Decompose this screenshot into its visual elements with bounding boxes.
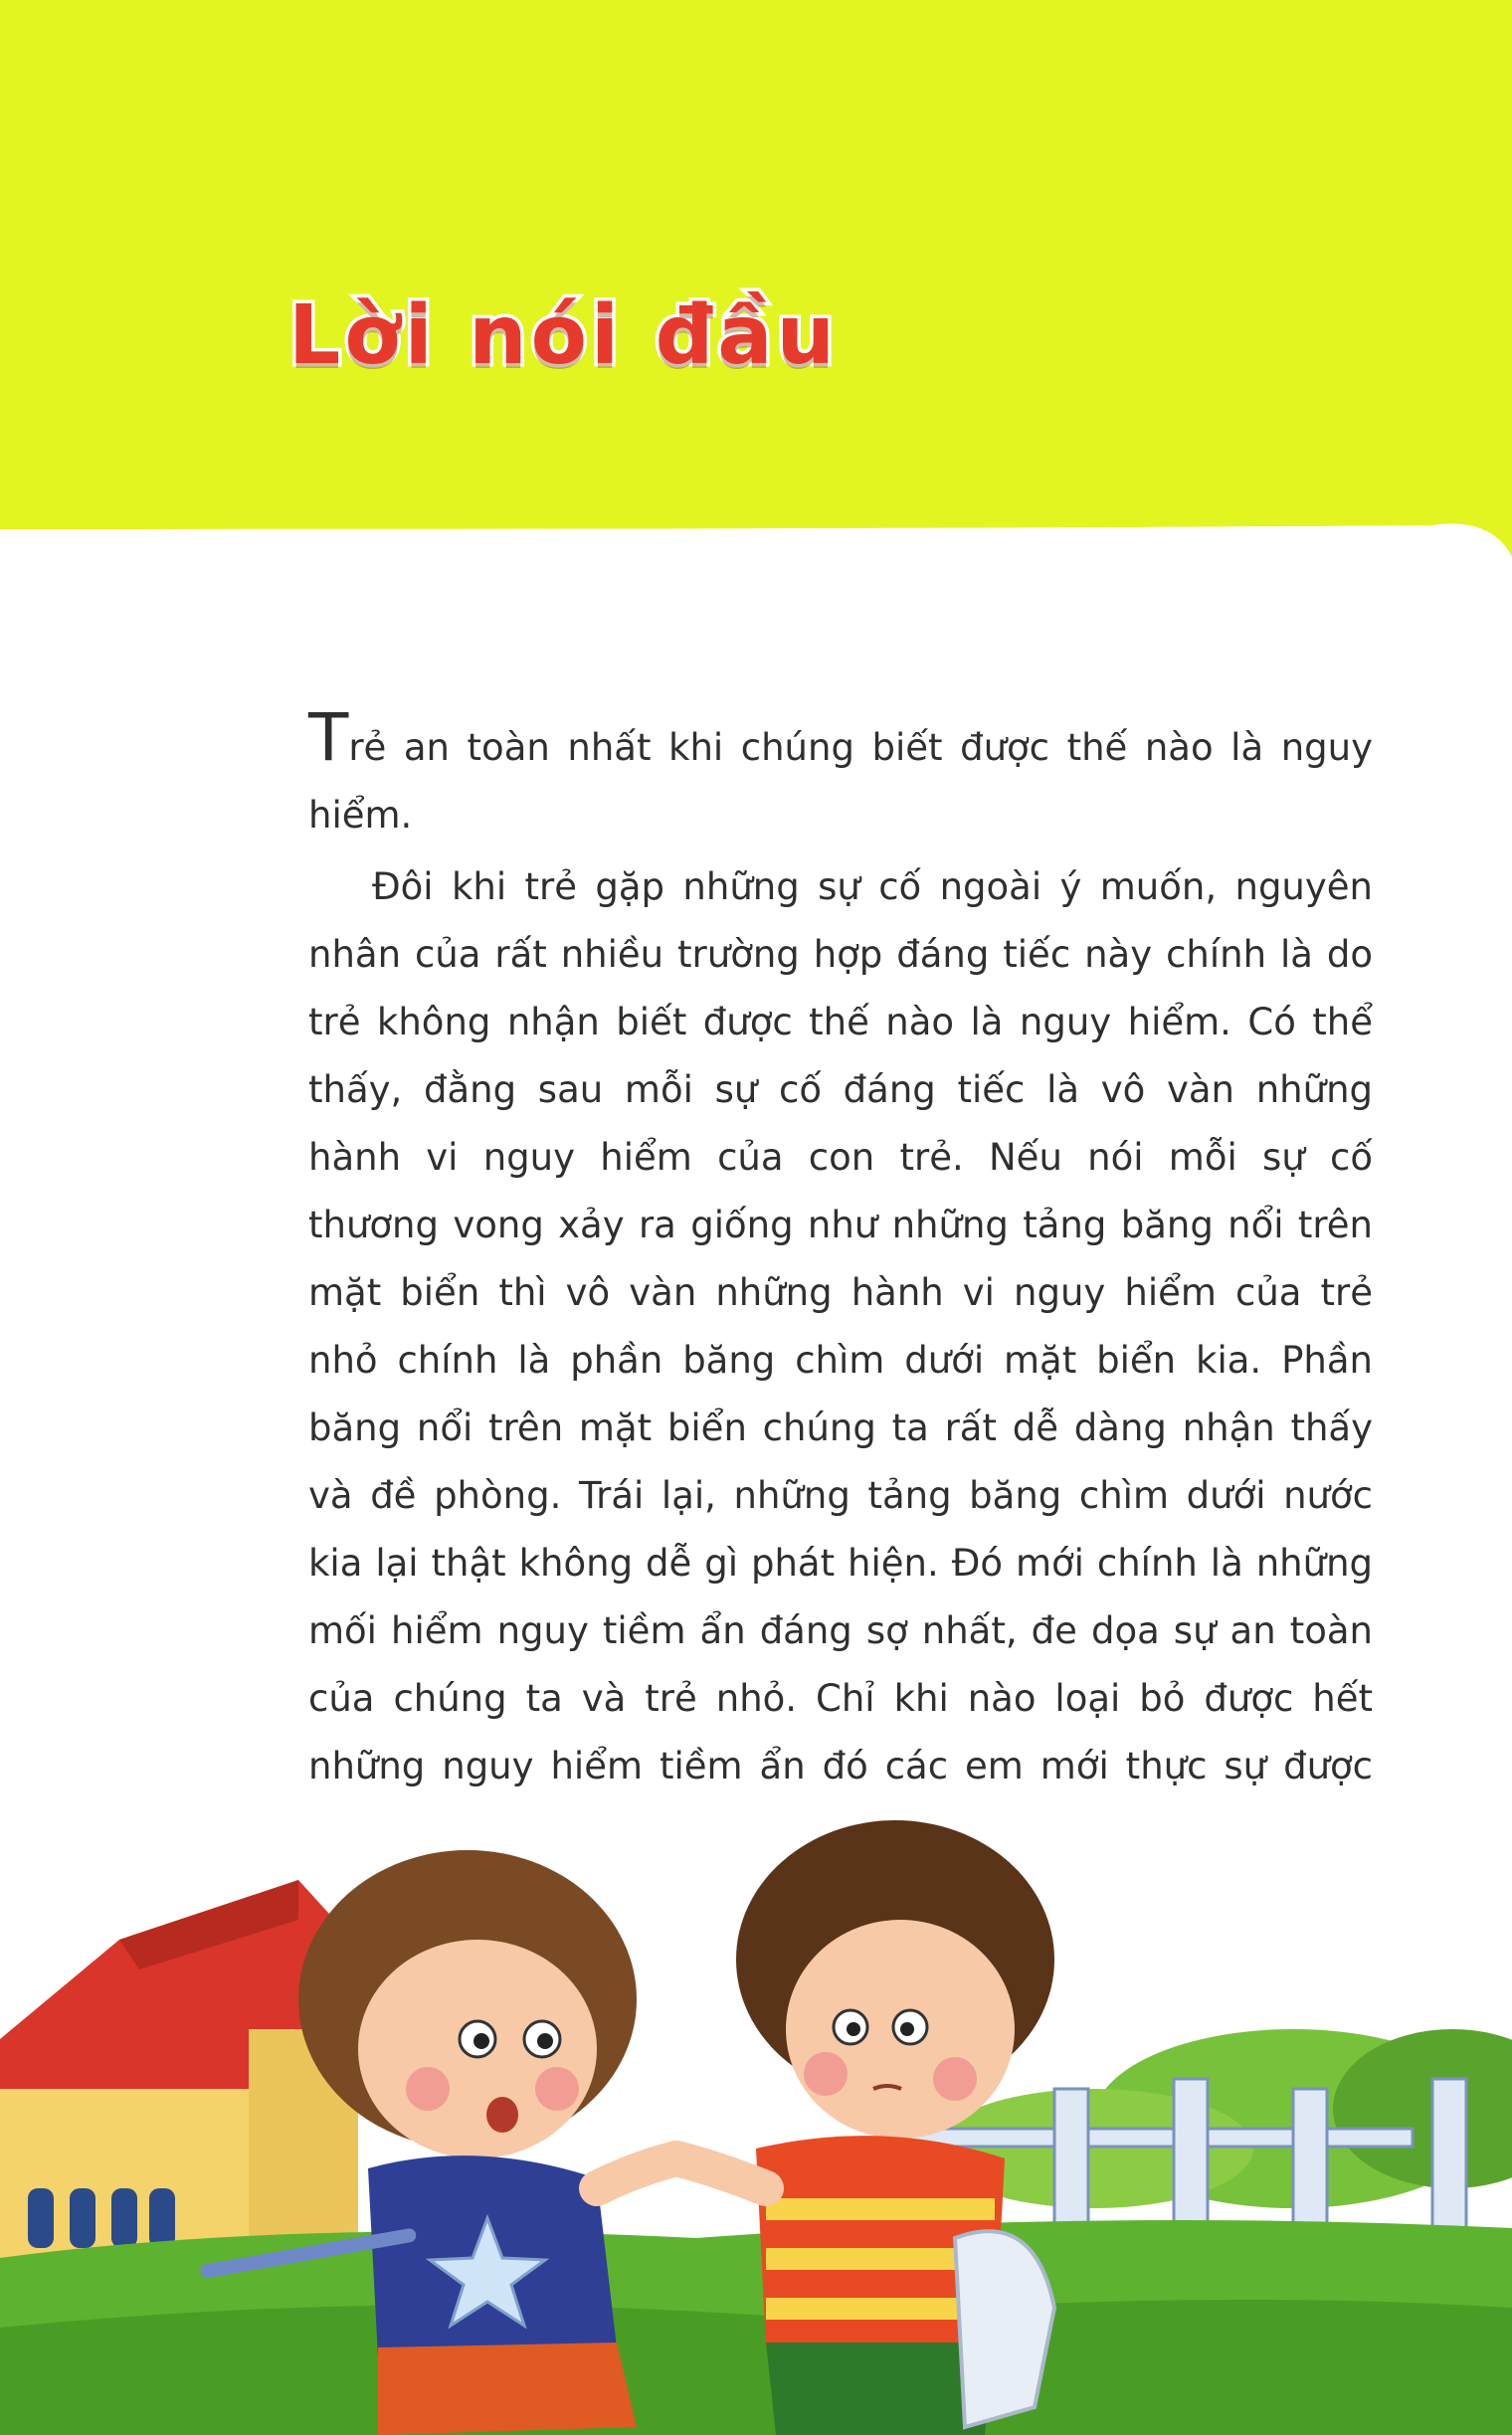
- header-background: [0, 0, 1512, 557]
- body-text: [308, 699, 1373, 1868]
- intro-paragraph: [308, 699, 1373, 849]
- intro-text: rẻ an toàn nhất khi chúng biết được thế nào là nguy hiểm.: [308, 726, 1373, 837]
- header-band: [0, 0, 1512, 557]
- main-paragraph: Đôi khi trẻ gặp những sự cố ngoài ý muốn, nguyên nhân của rất nhiều trường hợp đáng tiếc này chính là do trẻ không nhận biết được thế nào là nguy hiểm. Có thể thấy, đằng sau mỗi sự cố đáng tiếc là vô vàn những hành vi nguy hiểm của con trẻ. Nếu nói mỗi sự cố thương vong xảy ra giống như những tảng băng nổi trên mặt biển thì vô vàn những hành vi nguy hiểm của trẻ nhỏ chính là phần băng chìm dưới mặt biển kia. Phần băng nổi trên mặt biển chúng ta rất dễ dàng nhận thấy và đề phòng. Trái lại, những tảng băng chìm dưới nước kia lại thật không dễ gì phát hiện. Đó mới chính là những mối hiểm nguy tiềm ẩn đáng sợ nhất, đe dọa sự an toàn của chúng ta và trẻ nhỏ. Chỉ khi nào loại bỏ được hết những nguy hiểm tiềm ẩn đó các em mới thực sự được: [308, 865, 1373, 1787]
- drop-cap: T: [308, 699, 349, 776]
- page-title: Lời nói đầu: [288, 288, 840, 383]
- children-illustration: [0, 1790, 1512, 2435]
